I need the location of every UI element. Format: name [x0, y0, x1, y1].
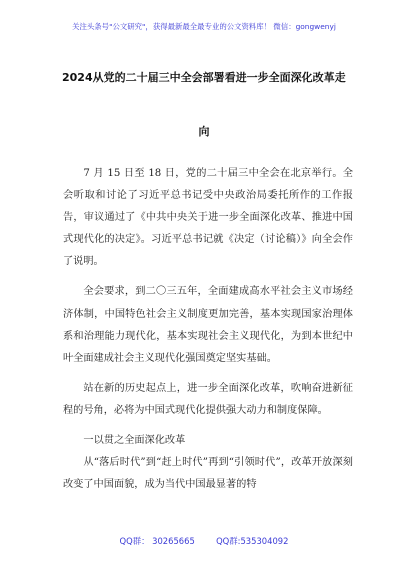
footer-contact [0, 535, 408, 547]
top-banner: 关注头条号"公文研究"，获得最新最全最专业的公文资料库！ 微信：gongwenyj [72, 22, 336, 31]
document-title-line-1: 2024从党的二十届三中全会部署看进一步全面深化改革走 [62, 71, 346, 84]
document-title-line-2: 向 [198, 125, 210, 138]
section-heading: 一以贯之全面深化改革 [83, 435, 186, 447]
paragraph-1: 7 月 15 日至 18 日，党的二十届三中全会在北京举行。全会听取和讨论了习近平总书记受中央政治局委托所作的工作报告，审议通过了《中共中央关于进一步全面深化改革、推进中国式现代化的决定》。习近平总书记就《决定（讨论稿）》向全会作了说明。 [63, 168, 353, 268]
footer-qq-group-1: QQ群： 30265665 [119, 536, 195, 546]
paragraph-4: 从“落后时代”到“赶上时代”再到“引领时代”，改革开放深刻改变了中国面貌，成为当代中国最显著的特 [63, 457, 353, 491]
paragraph-3: 站在新的历史起点上，进一步全面深化改革，吹响奋进新征程的号角，必将为中国式现代化提供强大动力和制度保障。 [63, 382, 353, 416]
paragraph-2: 全会要求，到二〇三五年，全面建成高水平社会主义市场经济体制，中国特色社会主义制度更加完善，基本实现国家治理体系和治理能力现代化，基本实现社会主义现代化，为到本世纪中叶全面建成社会主义现代化强国奠定坚实基础。 [63, 286, 353, 364]
document-body [63, 163, 353, 496]
footer-qq-group-2: QQ群:535304092 [216, 536, 289, 546]
